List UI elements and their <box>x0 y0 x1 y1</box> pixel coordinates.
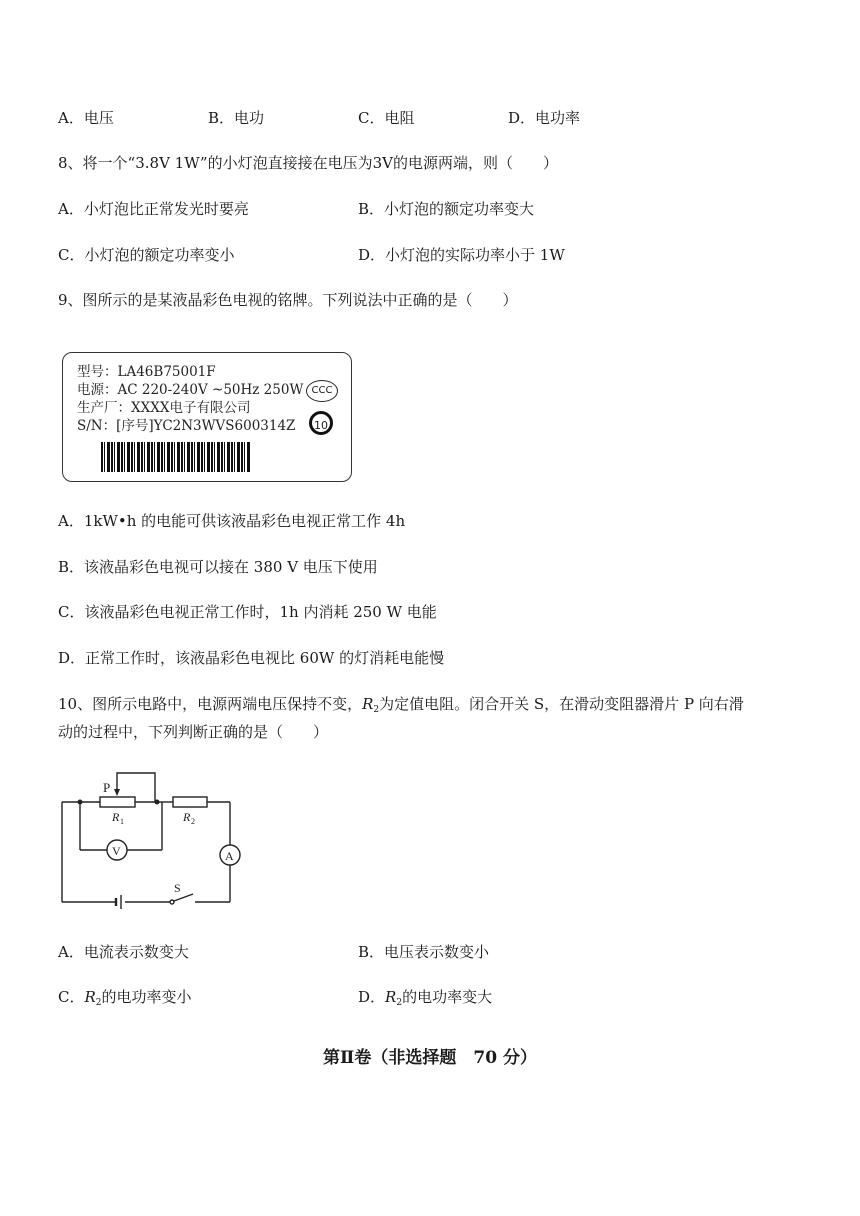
circuit-diagram <box>55 765 255 915</box>
option-text: 的电功率变小 <box>101 988 192 1006</box>
q8-option-d: D．小灯泡的实际功率小于 1W <box>358 246 565 264</box>
option-text: 的电功率变大 <box>402 988 493 1006</box>
r-subscript: 2 <box>373 705 380 715</box>
q8-option-b: B．小灯泡的额定功率变大 <box>358 200 535 218</box>
resistor-r1 <box>100 797 135 807</box>
r2-subscript: 2 <box>191 817 195 826</box>
slider-label: P <box>103 780 111 795</box>
q8-option-a: A．小灯泡比正常发光时要亮 <box>58 200 249 218</box>
q10-stem-text: 10、图所示电路中，电源两端电压保持不变， <box>58 695 363 713</box>
energy-label-icon: 10 <box>309 411 333 435</box>
r-symbol: R <box>84 988 96 1006</box>
slider-arrow-icon <box>114 789 120 796</box>
option-letter: C． <box>58 988 85 1006</box>
q8-stem: 8、将一个“3.8V 1W”的小灯泡直接接在电压为3V的电源两端，则（ ） <box>58 154 558 172</box>
ccc-certification-icon: CCC <box>306 380 338 402</box>
nameplate-model: 型号：LA46B75001F <box>77 364 216 380</box>
q7-option-d: D．电功率 <box>508 109 581 127</box>
nameplate-power: 电源：AC 220-240V ~50Hz 250W <box>77 382 304 398</box>
q9-option-d: D．正常工作时，该液晶彩色电视比 60W 的灯消耗电能慢 <box>58 649 445 667</box>
nameplate-maker: 生产厂：XXXX电子有限公司 <box>77 400 251 416</box>
option-letter: D． <box>358 988 386 1006</box>
barcode-icon <box>101 442 251 472</box>
q9-option-b: B．该液晶彩色电视可以接在 380 V 电压下使用 <box>58 558 378 576</box>
q7-option-b: B．电功 <box>208 109 265 127</box>
section-title: 第Ⅱ卷（非选择题 70 分） <box>323 1048 537 1068</box>
q10-stem-line1 <box>58 694 744 720</box>
r2-label: R <box>183 810 191 824</box>
junction-dot <box>155 800 160 805</box>
q10-stem-line2: 动的过程中，下列判断正确的是（ ） <box>58 723 329 741</box>
voltmeter-label: V <box>112 844 121 858</box>
q8-option-c: C．小灯泡的额定功率变小 <box>58 246 235 264</box>
q10-option-d <box>358 987 492 1013</box>
switch-contact <box>170 900 174 904</box>
q10-option-a: A．电流表示数变大 <box>58 943 189 961</box>
r-subscript: 2 <box>95 998 102 1008</box>
q7-option-c: C．电阻 <box>358 109 415 127</box>
q9-option-a: A．1kW•h 的电能可供该液晶彩色电视正常工作 4h <box>58 512 406 530</box>
tv-nameplate <box>62 352 352 482</box>
r2-symbol <box>84 988 101 1006</box>
q10-option-b: B．电压表示数变小 <box>358 943 490 961</box>
r1-label: R <box>112 810 120 824</box>
q7-option-a: A．电压 <box>58 109 114 127</box>
resistor-r2 <box>173 797 207 807</box>
nameplate-serial: S/N：[序号]YC2N3WVS600314Z <box>77 418 296 434</box>
r-symbol: R <box>385 988 397 1006</box>
q9-option-c: C．该液晶彩色电视正常工作时，1h 内消耗 250 W 电能 <box>58 603 437 621</box>
switch-blade <box>174 894 193 901</box>
q9-stem: 9、图所示的是某液晶彩色电视的铭牌。下列说法中正确的是（ ） <box>58 291 518 309</box>
q10-option-c <box>58 987 192 1013</box>
ammeter-label: A <box>225 849 234 863</box>
r-subscript: 2 <box>396 998 403 1008</box>
q10-stem-text-cont: 为定值电阻。闭合开关 S，在滑动变阻器滑片 P 向右滑 <box>379 695 744 713</box>
r-symbol: R <box>362 695 374 713</box>
r1-subscript: 1 <box>120 817 124 826</box>
q10-stem-r2 <box>362 695 379 713</box>
switch-label: S <box>174 881 181 895</box>
r2-symbol <box>385 988 402 1006</box>
junction-dot <box>78 800 83 805</box>
